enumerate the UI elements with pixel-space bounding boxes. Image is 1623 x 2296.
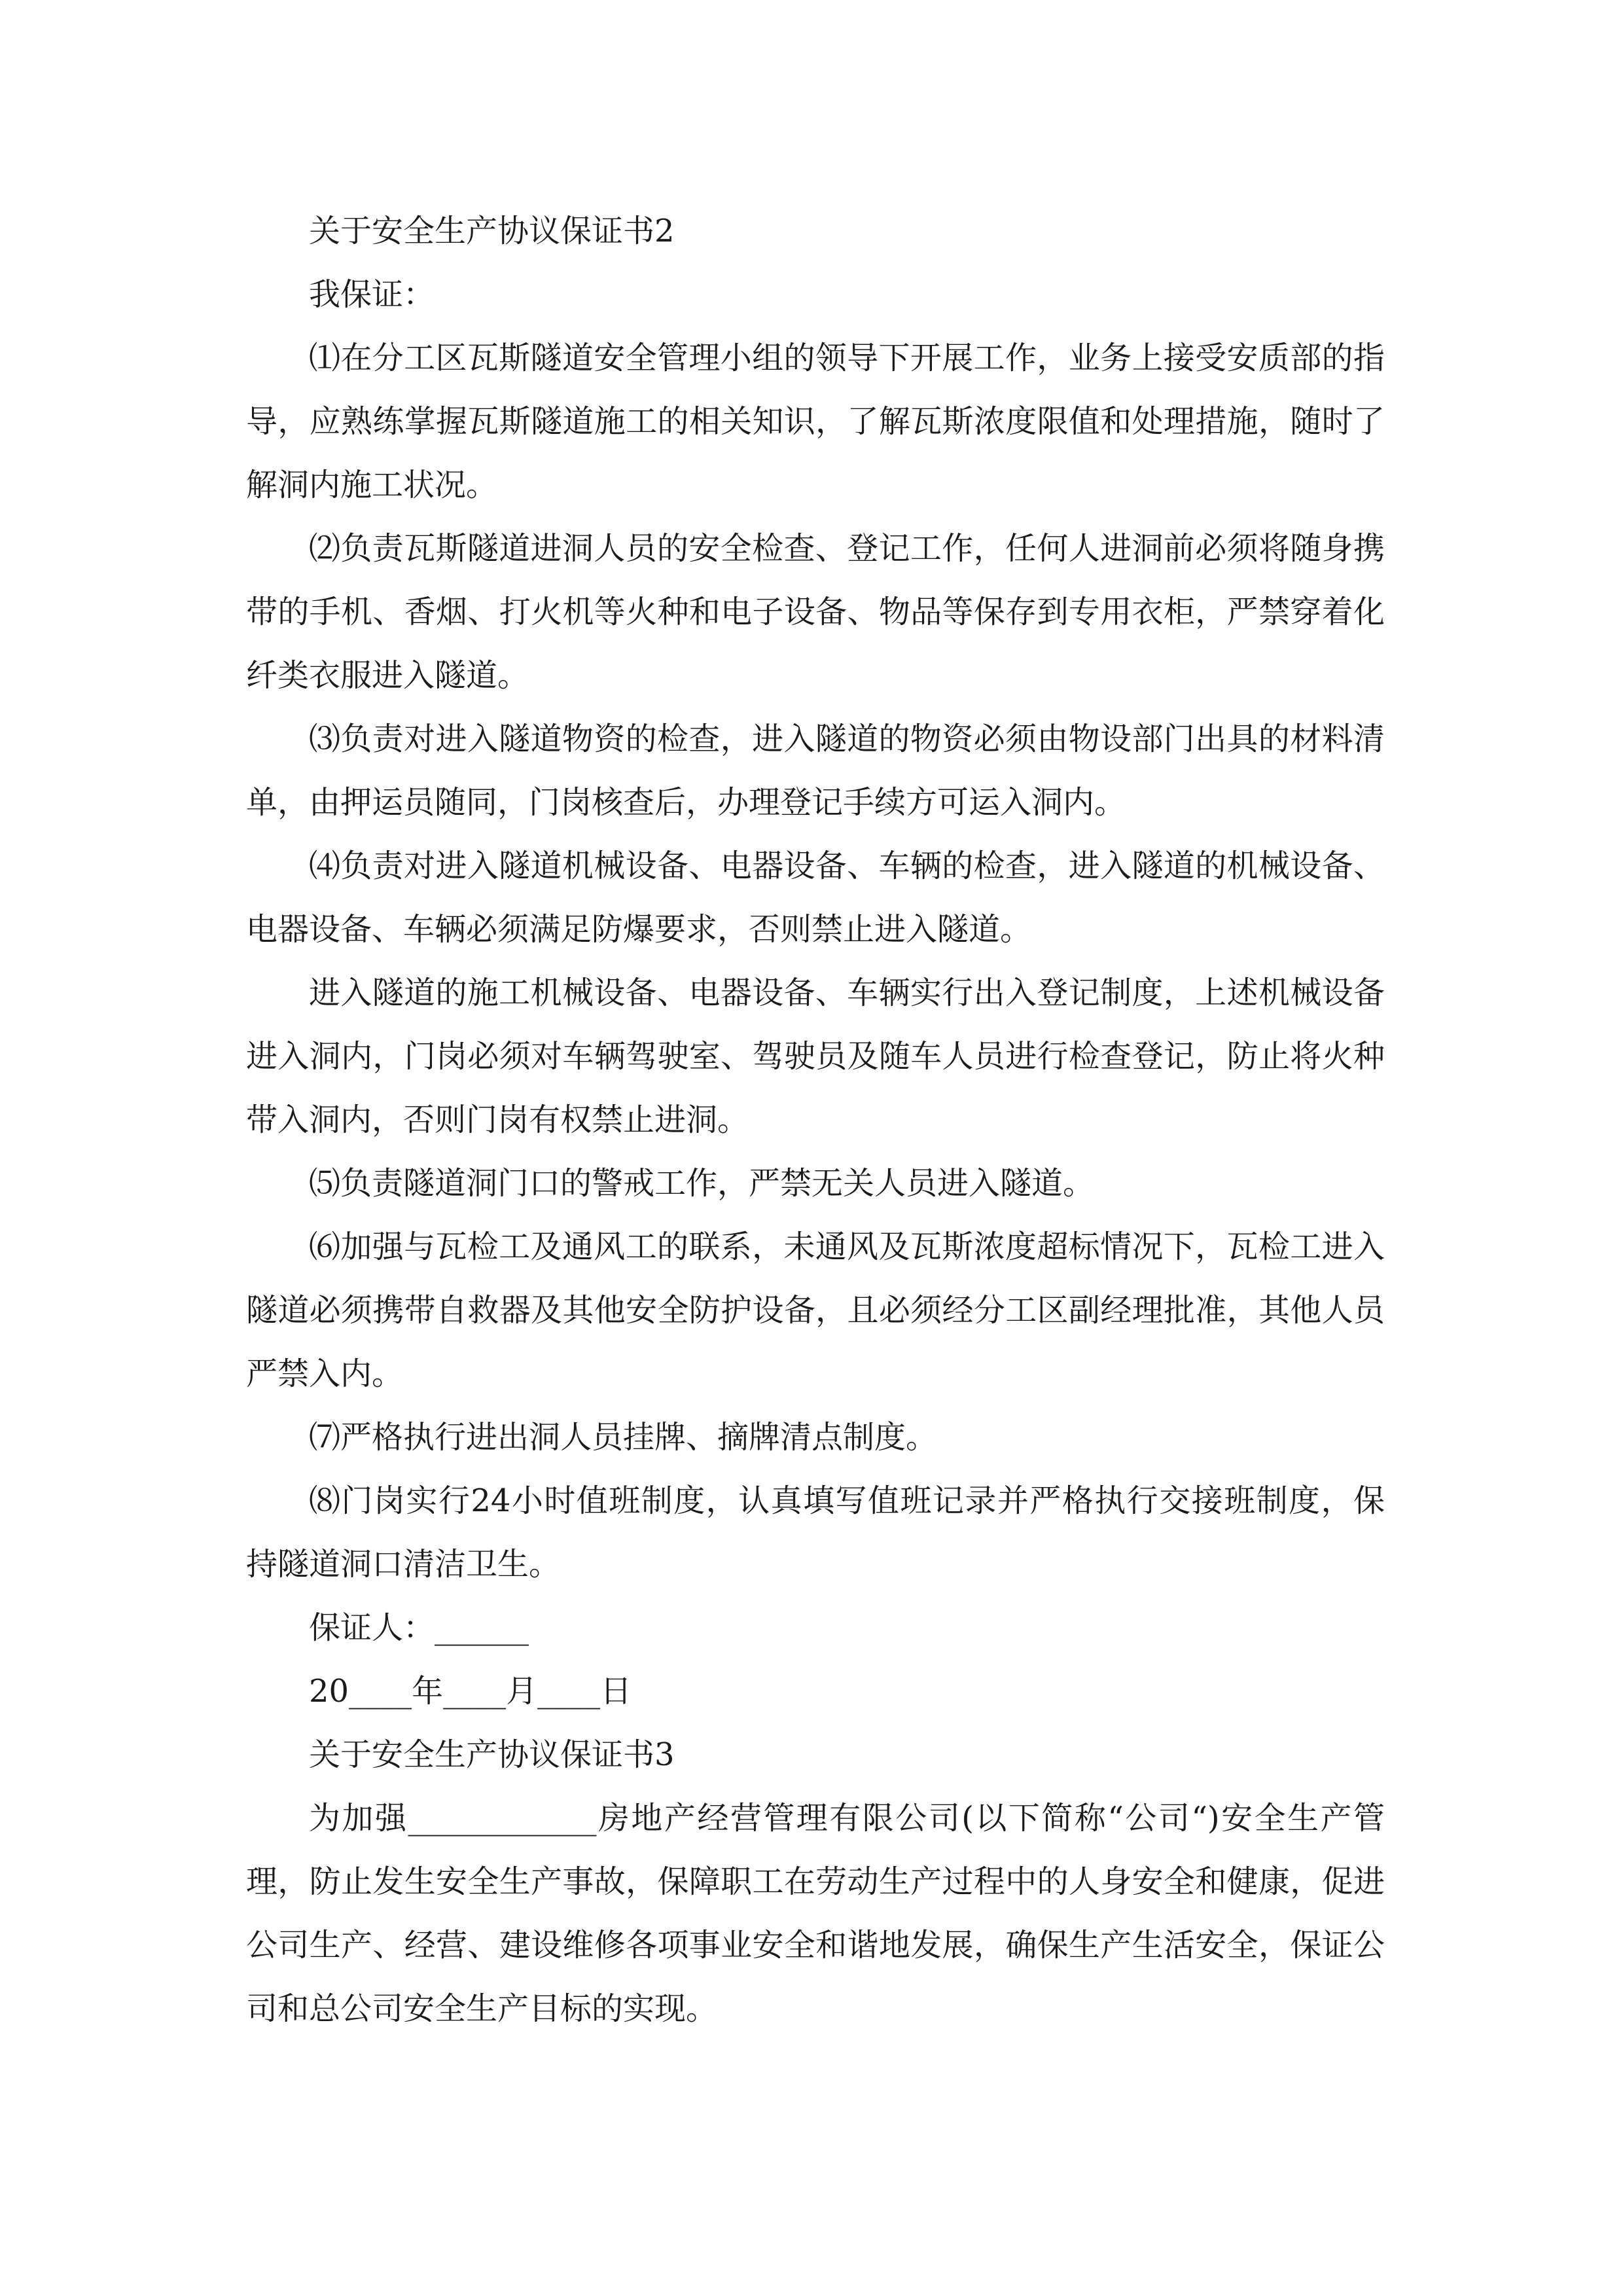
section-heading: 关于安全生产协议保证书2 [309,213,675,249]
paragraph: ⑹加强与瓦检工及通风工的联系，未通风及瓦斯浓度超标情况下，瓦检工进入隧道必须携带自救器及其他安全防护设备，且必须经分工区副经理批准，其他人员严禁入内。 [246,1229,1385,1392]
paragraph: ⑷负责对进入隧道机械设备、电器设备、车辆的检查，进入隧道的机械设备、电器设备、车辆必须满足防爆要求，否则禁止进入隧道。 [246,848,1385,948]
paragraph: 进入隧道的施工机械设备、电器设备、车辆实行出入登记制度，上述机械设备进入洞内，门岗必须对车辆驾驶室、驾驶员及随车人员进行检查登记，防止将火种带入洞内，否则门岗有权禁止进洞。 [246,975,1385,1138]
paragraph: ⑸负责隧道洞门口的警戒工作，严禁无关人员进入隧道。 [309,1165,1095,1202]
paragraph: ⑴在分工区瓦斯隧道安全管理小组的领导下开展工作，业务上接受安质部的指导，应熟练掌握瓦斯隧道施工的相关知识，了解瓦斯浓度限值和处理措施，随时了解洞内施工状况。 [246,340,1385,503]
paragraph: 为加强____________房地产经营管理有限公司(以下简称“公司“)安全生产管理，防止发生安全生产事故，保障职工在劳动生产过程中的人身安全和健康，促进公司生产、经营、建设维修各项事业安全和谐地发展，确保生产生活安全，保证公司和总公司安全生产目标的实现。 [246,1800,1385,2027]
paragraph: ⑶负责对进入隧道物资的检查，进入隧道的物资必须由物设部门出具的材料清单，由押运员随同，门岗核查后，办理登记手续方可运入洞内。 [246,721,1385,821]
paragraph: ⑺严格执行进出洞人员挂牌、摘牌清点制度。 [309,1419,938,1456]
section-heading: 关于安全生产协议保证书3 [309,1736,675,1773]
paragraph: ⑻门岗实行24小时值班制度，认真填写值班记录并严格执行交接班制度，保持隧道洞口清洁卫生。 [246,1482,1385,1583]
paragraph: 我保证： [309,276,435,313]
document-body [246,200,1385,2041]
signature-line: 保证人：______ [309,1609,529,1646]
date-line: 20____年____月____日 [309,1673,632,1710]
paragraph: ⑵负责瓦斯隧道进洞人员的安全检查、登记工作，任何人进洞前必须将随身携带的手机、香烟、打火机等火种和电子设备、物品等保存到专用衣柜，严禁穿着化纤类衣服进入隧道。 [246,530,1385,694]
